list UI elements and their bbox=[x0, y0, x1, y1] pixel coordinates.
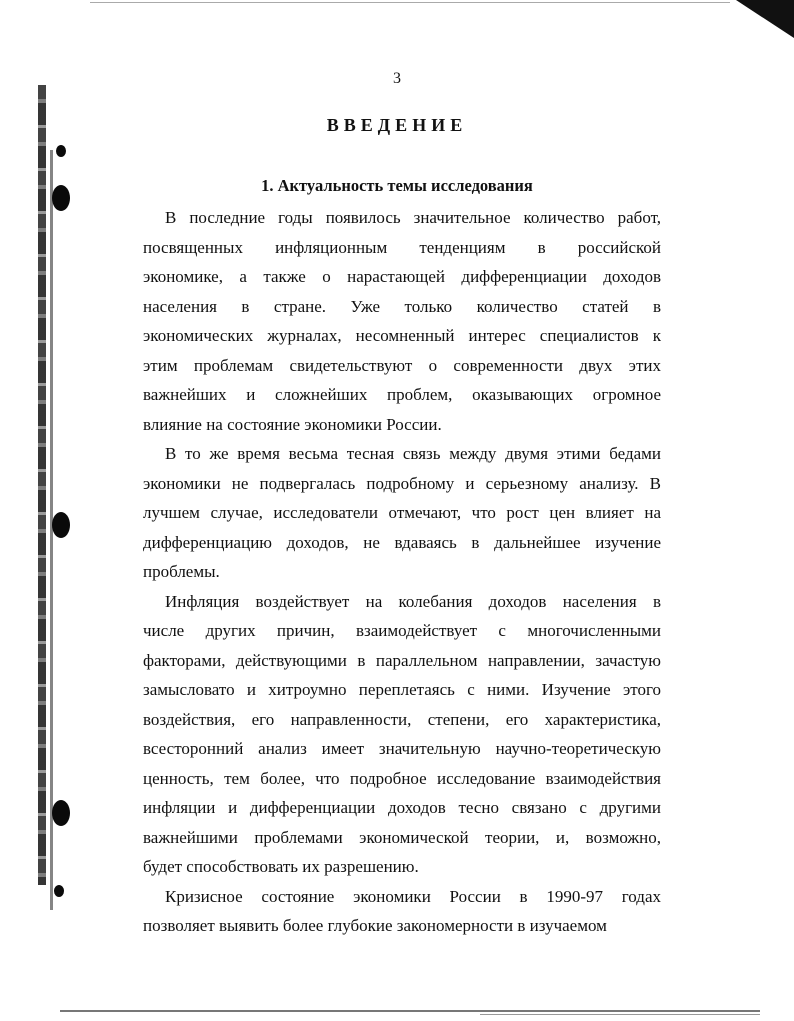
text-line: важнейшими проблемами экономической теории, и, возможно, bbox=[143, 827, 661, 847]
text-line: экономике, а также о нарастающей дифференциации доходов bbox=[143, 267, 661, 286]
scan-edge-line-bottom-2 bbox=[480, 1014, 760, 1015]
text-line: населения в стране. Уже только количество статей в bbox=[143, 296, 661, 316]
text-line: посвященных инфляционным тенденциям в российской bbox=[143, 237, 661, 257]
text-line: будет способствовать их разрешению. bbox=[143, 857, 419, 876]
page-number: 3 bbox=[393, 70, 401, 87]
text-line: числе других причин, взаимодействует с многочисленными bbox=[143, 621, 661, 640]
punch-hole-3 bbox=[52, 800, 70, 826]
scan-binding-strip bbox=[38, 85, 46, 885]
scan-edge-line-top bbox=[90, 2, 730, 3]
paragraph bbox=[143, 203, 661, 439]
text-line: замысловато и хитроумно переплетаясь с ними. Изучение этого bbox=[143, 680, 661, 699]
text-line: инфляции и дифференциации доходов тесно связано с другими bbox=[143, 798, 661, 817]
paragraph bbox=[143, 882, 661, 941]
scan-edge-line-bottom bbox=[60, 1010, 760, 1012]
punch-hole-small-2 bbox=[54, 885, 64, 897]
body-text bbox=[143, 203, 661, 941]
text-line: В то же время весьма тесная связь между двумя этими бедами bbox=[165, 444, 661, 463]
punch-hole-small-1 bbox=[56, 145, 66, 157]
punch-hole-2 bbox=[52, 512, 70, 538]
paragraph bbox=[143, 587, 661, 882]
text-line: всесторонний анализ имеет значительную научно-теоретическую bbox=[143, 739, 661, 758]
scan-corner-fold bbox=[736, 0, 794, 38]
text-line: важнейших и сложнейших проблем, оказывающих огромное bbox=[143, 385, 661, 404]
text-line: В последние годы появилось значительное количество работ, bbox=[165, 208, 661, 227]
text-line: Инфляция воздействует на колебания доходов населения в bbox=[165, 591, 661, 611]
text-line: ценность, тем более, что подробное исследование взаимодействия bbox=[143, 768, 661, 788]
text-line: лучшем случае, исследователи отмечают, что рост цен влияет на bbox=[143, 503, 661, 522]
text-line: этим проблемам свидетельствуют о современности двух этих bbox=[143, 355, 661, 375]
text-line: Кризисное состояние экономики России в 1990-97 годах bbox=[165, 886, 661, 906]
page-heading: ВВЕДЕНИЕ bbox=[326, 115, 468, 135]
text-line: позволяет выявить более глубокие закономерности в изучаемом bbox=[143, 916, 607, 935]
text-line: экономики не подвергалась подробному и серьезному анализу. В bbox=[143, 473, 661, 493]
text-line: проблемы. bbox=[143, 562, 220, 581]
text-line: экономических журналах, несомненный интерес специалистов к bbox=[143, 326, 661, 345]
text-line: факторами, действующими в параллельном направлении, зачастую bbox=[143, 650, 661, 670]
text-line: воздействия, его направленности, степени, его характеристика, bbox=[143, 709, 661, 729]
text-line: дифференциацию доходов, не вдаваясь в дальнейшее изучение bbox=[143, 532, 661, 552]
paragraph bbox=[143, 439, 661, 587]
section-heading: 1. Актуальность темы исследования bbox=[261, 176, 533, 195]
text-line: влияние на состояние экономики России. bbox=[143, 414, 442, 434]
